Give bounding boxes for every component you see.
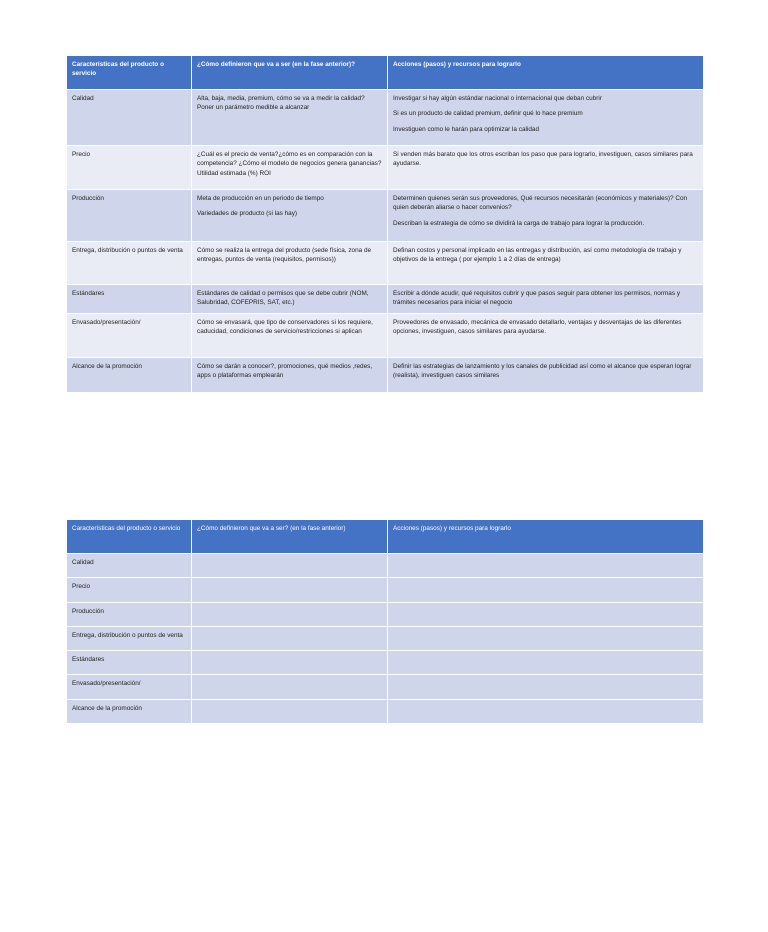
actions-cell bbox=[388, 146, 704, 190]
header-features: Características del producto o servicio bbox=[67, 56, 192, 90]
feature-cell: Envasado/presentación/ bbox=[67, 675, 192, 699]
cell-paragraph: Investigar si hay algún estándar nacional o internacional que deban cubrir bbox=[393, 95, 602, 102]
actions-cell-empty[interactable] bbox=[388, 602, 704, 626]
blank-template-table bbox=[66, 519, 704, 724]
table-row bbox=[67, 190, 704, 242]
how-cell-empty[interactable] bbox=[192, 626, 388, 650]
header-features: Características del producto o servicio bbox=[67, 520, 192, 554]
cell-paragraph: Cómo se envasará, que tipo de conservadores si los requiere, caducidad, condiciones de servicio/restricciones si aplican bbox=[197, 319, 373, 336]
actions-cell bbox=[388, 358, 704, 393]
cell-paragraph: ¿Cuál es el precio de venta?¿cómo es en comparación con la competencia? ¿Cómo el modelo de negocios genera ganancias? Utilidad estimada (%) ROI bbox=[197, 151, 382, 177]
cell-paragraph: Si es un producto de calidad premium, definir qué lo hace premium bbox=[393, 110, 583, 118]
feature-cell: Alcance de la promoción bbox=[67, 358, 192, 393]
cell-paragraph: Cómo se realiza la entrega del producto (sede física, zona de entregas, puntos de venta (requisitos, permisos)) bbox=[197, 247, 372, 264]
table-row bbox=[67, 578, 704, 602]
table-row bbox=[67, 314, 704, 358]
cell-paragraph: Meta de producción en un periodo de tiempo bbox=[197, 195, 324, 202]
feature-cell: Calidad bbox=[67, 90, 192, 146]
actions-cell-empty[interactable] bbox=[388, 675, 704, 699]
table-row bbox=[67, 651, 704, 675]
how-cell-empty[interactable] bbox=[192, 699, 388, 723]
table-row bbox=[67, 90, 704, 146]
feature-cell: Calidad bbox=[67, 554, 192, 578]
feature-cell: Entrega, distribución o puntos de venta bbox=[67, 242, 192, 285]
cell-paragraph: Investiguen como le harán para optimizar la calidad bbox=[393, 125, 540, 133]
cell-paragraph: Cómo se darán a conocer?, promociones, qué medios ,redes, apps o plataformas emplearán bbox=[197, 363, 373, 380]
actions-cell-empty[interactable] bbox=[388, 626, 704, 650]
how-cell bbox=[192, 314, 388, 358]
table-header-row bbox=[67, 56, 704, 90]
cell-paragraph: Determinen quienes serán sus proveedores, Qué recursos necesitarán (económicos y materiales)? Con quien deberán aliarse o hacer convenios? bbox=[393, 195, 688, 212]
cell-paragraph: Escribir a dónde acudir, qué requisitos cubrir y que pasos seguir para obtener los permisos, normas y trámites necesarios para iniciar el negocio bbox=[393, 290, 681, 307]
header-how-defined: ¿Cómo definieron que va a ser (en la fase anterior)? bbox=[192, 56, 388, 90]
table-header-row bbox=[67, 520, 704, 554]
actions-cell-empty[interactable] bbox=[388, 554, 704, 578]
how-cell-empty[interactable] bbox=[192, 578, 388, 602]
actions-cell bbox=[388, 314, 704, 358]
feature-cell: Entrega, distribución o puntos de venta bbox=[67, 626, 192, 650]
feature-cell: Estándares bbox=[67, 285, 192, 314]
table-row bbox=[67, 699, 704, 723]
feature-cell: Producción bbox=[67, 602, 192, 626]
table-row bbox=[67, 146, 704, 190]
table-row bbox=[67, 358, 704, 393]
feature-cell: Producción bbox=[67, 190, 192, 242]
table-row bbox=[67, 285, 704, 314]
cell-paragraph: Describan la estrategia de cómo se dividirá la carga de trabajo para lograr la producción. bbox=[393, 219, 645, 227]
header-how-defined: ¿Cómo definieron que va a ser? (en la fase anterior) bbox=[192, 520, 388, 554]
feature-cell: Alcance de la promoción bbox=[67, 699, 192, 723]
actions-cell bbox=[388, 90, 704, 146]
how-cell-empty[interactable] bbox=[192, 675, 388, 699]
actions-cell-empty[interactable] bbox=[388, 578, 704, 602]
how-cell bbox=[192, 285, 388, 314]
table-row bbox=[67, 626, 704, 650]
feature-cell: Precio bbox=[67, 578, 192, 602]
how-cell-empty[interactable] bbox=[192, 651, 388, 675]
actions-cell-empty[interactable] bbox=[388, 699, 704, 723]
cell-paragraph: Definir las estrategias de lanzamiento y los canales de publicidad así como el alcance que esperan lograr (realista), investiguen casos similares bbox=[393, 363, 692, 380]
cell-paragraph: Proveedores de envasado, mecánica de envasado detallarlo, ventajas y desventajas de las diferentes opciones, investiguen, casos similares para ayudarse. bbox=[393, 319, 682, 336]
header-actions: Acciones (pasos) y recursos para lograrlo bbox=[388, 520, 704, 554]
feature-cell: Precio bbox=[67, 146, 192, 190]
how-cell-empty[interactable] bbox=[192, 554, 388, 578]
feature-cell: Estándares bbox=[67, 651, 192, 675]
cell-paragraph: Definan costos y personal implicado en las entregas y distribución, así como metodología de trabajo y objetivos de la entrega ( por ejemplo 1 a 2 días de entrega) bbox=[393, 247, 682, 264]
actions-cell bbox=[388, 190, 704, 242]
actions-cell-empty[interactable] bbox=[388, 651, 704, 675]
how-cell bbox=[192, 146, 388, 190]
cell-paragraph: Si venden más barato que los otros escriban los paso que para lograrlo, investiguen, casos similares para ayudarse. bbox=[393, 151, 693, 168]
how-cell bbox=[192, 190, 388, 242]
cell-paragraph: Alta, baja, media, premium, cómo se va a medir la calidad? Poner un parámetro medible a alcanzar bbox=[197, 95, 365, 112]
how-cell bbox=[192, 90, 388, 146]
how-cell bbox=[192, 242, 388, 285]
cell-paragraph: Variedades de producto (si las hay) bbox=[197, 210, 298, 218]
table-row bbox=[67, 242, 704, 285]
table-row bbox=[67, 554, 704, 578]
how-cell-empty[interactable] bbox=[192, 602, 388, 626]
guide-table bbox=[66, 55, 704, 393]
table-row bbox=[67, 675, 704, 699]
actions-cell bbox=[388, 242, 704, 285]
how-cell bbox=[192, 358, 388, 393]
header-actions: Acciones (pasos) y recursos para lograrlo bbox=[388, 56, 704, 90]
table-row bbox=[67, 602, 704, 626]
cell-paragraph: Estándares de calidad o permisos que se debe cubrir (NOM, Salubridad, COFEPRIS, SAT, etc.) bbox=[197, 290, 369, 307]
feature-cell: Envasado/presentación/ bbox=[67, 314, 192, 358]
actions-cell bbox=[388, 285, 704, 314]
